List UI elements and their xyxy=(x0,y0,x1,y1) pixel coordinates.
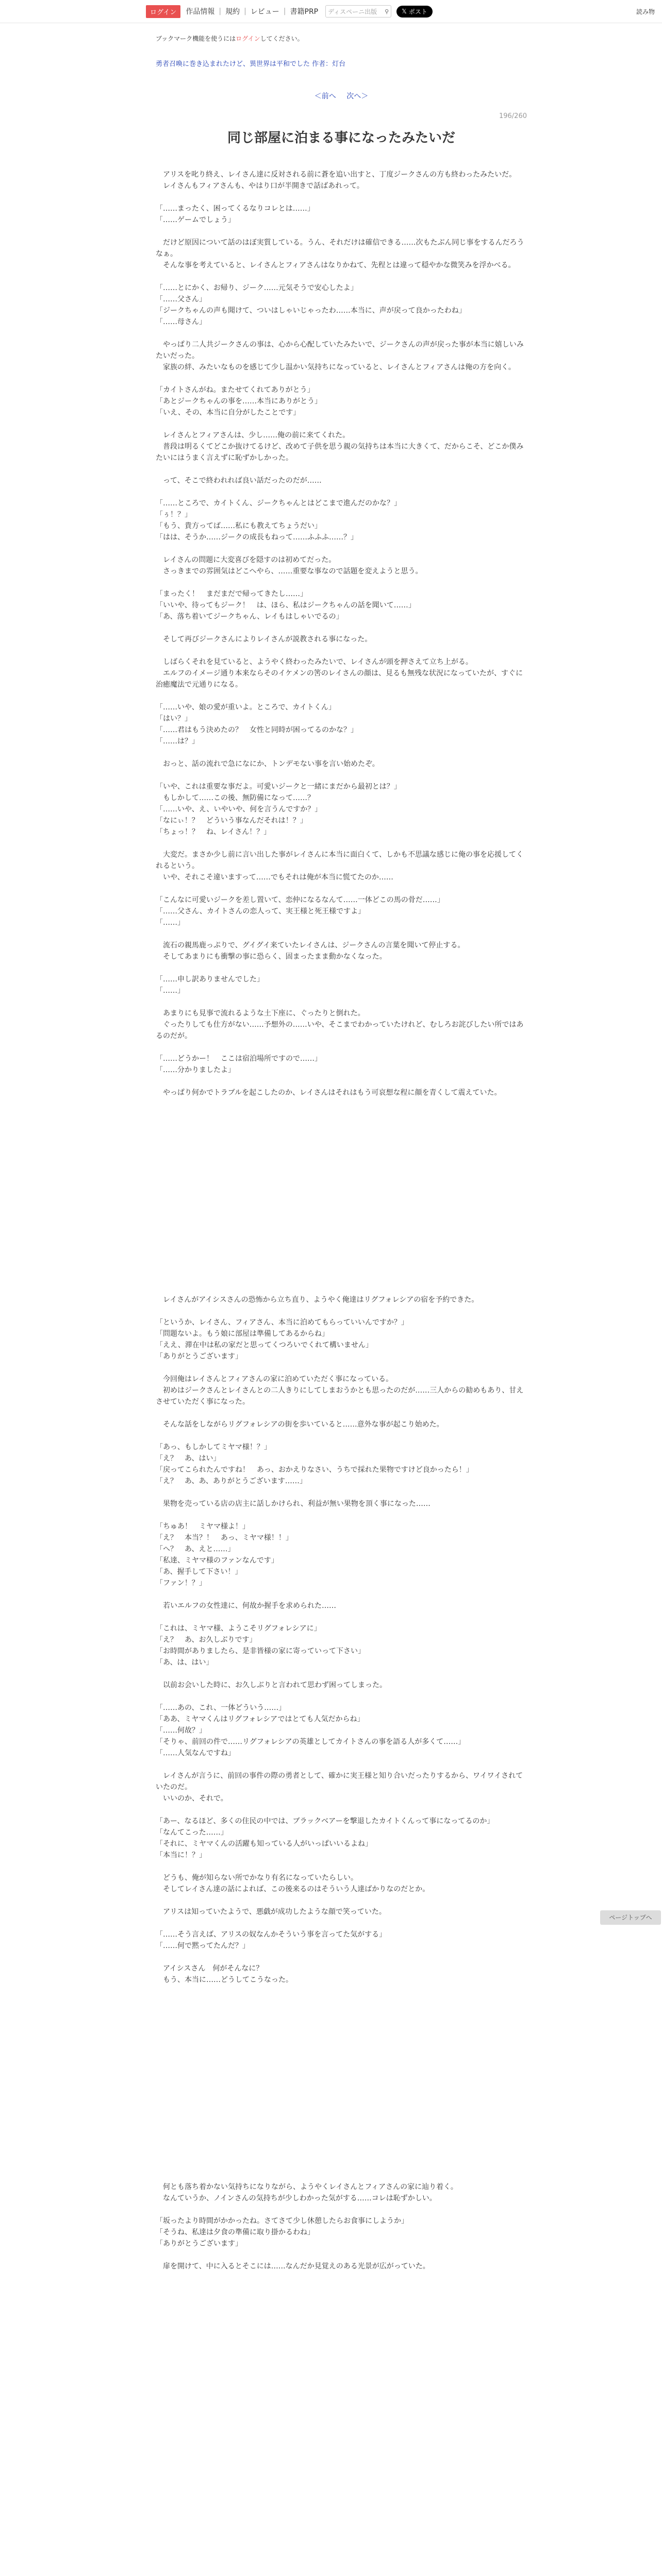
paragraph: 「あ、は、はい」 xyxy=(156,1658,213,1667)
blank-space xyxy=(156,1986,527,2181)
x-icon: 𝕏 xyxy=(402,8,407,15)
paragraph: 「いや、これは重要な事だよ。可愛いジークと一緒にまだから最初とは？」 xyxy=(156,783,401,791)
paragraph: そんな事を考えていると、レイさんとフィアさんはなりかねて、先程とは違って穏やかな微笑みを浮かべる。 xyxy=(156,261,516,269)
paragraph: 「もう、貴方ってば……私にも教えてちょうだい」 xyxy=(156,522,322,530)
nav-separator: | xyxy=(219,7,222,15)
paragraph: おっと、話の流れで急になにか、トンデモない事を言い始めたぞ。 xyxy=(156,760,379,768)
paragraph: なんていうか、ノインさんの気持ちが少しわかった気がする……コレは恥ずかしい。 xyxy=(156,2194,437,2202)
paragraph: 「問題ないよ。もう娘に部屋は準備してあるからね」 xyxy=(156,1330,329,1338)
paragraph: 「ジークちゃんの声も聞けて、ついはしゃいじゃったわ……本当に、声が戻って良かったわね」 xyxy=(156,307,466,315)
paragraph: もしかして……この後、無防備になって……？ xyxy=(156,794,315,802)
paragraph xyxy=(156,271,527,282)
paragraph: 「あ、握手して下さい！」 xyxy=(156,1568,242,1576)
paragraph: レイさんが言うに、前回の事件の際の勇者として、確かに実王様と知り合いだったりするから、ワイワイされていたのだ。 xyxy=(156,1772,523,1791)
paragraph xyxy=(156,1612,527,1623)
paragraph xyxy=(156,1487,527,1498)
episode-body-part-3 xyxy=(156,2181,527,2272)
paragraph: 大変だ。まさか少し前に言い出した事がレイさんに本当に面白くて、しかも不思議な感じに俺の事を応援してくれるという。 xyxy=(156,851,524,870)
paragraph: 「え？ あ、あ、ありがとうございます……」 xyxy=(156,1477,307,1485)
paragraph: 「え？ あ、お久しぶりです」 xyxy=(156,1636,257,1644)
paragraph xyxy=(156,928,527,940)
paragraph: 「いえ、その、本当に自分がしたことです」 xyxy=(156,409,301,417)
paragraph: 「……父さん」 xyxy=(156,295,206,303)
paragraph: やっぱり何かでトラブルを起こしたのか、レイさんはそれはもう可哀想な程に顔を青くして震えていた。 xyxy=(156,1089,502,1097)
paragraph: 扉を開けて、中に入るとそこには……なんだか見覚えのある光景が広がっていた。 xyxy=(156,2262,430,2270)
search-input[interactable] xyxy=(325,5,391,18)
paragraph: やっぱり二人共ジークさんの事は、心から心配していたみたいで、ジークさんの声が戻った事が本当に嬉しいみたいだった。 xyxy=(156,341,524,360)
paragraph: 初めはジークさんとレイさんとの二人きりにしてしまおうかとも思ったのだが……三人からの勧めもあり、甘えさせていただく事になった。 xyxy=(156,1386,524,1406)
paragraph: 「坂ったより時間がかかったね。さてさて少し休憩したらお食事にしようか」 xyxy=(156,2217,408,2225)
paragraph: いいのか、それで。 xyxy=(156,1794,228,1803)
paragraph: 以前お会いした時に、お久しぶりと言われて思わず困ってしまった。 xyxy=(156,1681,387,1689)
paragraph xyxy=(156,2204,527,2215)
paragraph: 「……いや、え、いやいや、何を言うんですか？」 xyxy=(156,805,322,814)
paragraph xyxy=(156,2249,527,2261)
paragraph: 「いいや、待ってもジーク！ は、ほら、私はジークちゃんの話を聞いて……」 xyxy=(156,601,416,609)
paragraph: 何とも落ち着かない気持ちになりながら、ようやくレイさんとフィアさんの家に辿り着く。 xyxy=(156,2183,458,2191)
paragraph xyxy=(156,962,527,974)
notice-login-link[interactable]: ログイン xyxy=(236,35,260,42)
paragraph: しばらくそれを見ていると、ようやく終わったみたいで、レイさんが頭を押さえて立ち上がる。 xyxy=(156,658,473,666)
search-icon[interactable]: ⚲ xyxy=(385,8,389,15)
paragraph: 「……」 xyxy=(156,987,185,995)
paragraph: アリスを叱り終え、レイさん達に反対される前に蒼を追い出すと、丁度ジークさんの方も終わったみたいだ。 xyxy=(156,171,517,179)
main-content xyxy=(156,30,527,2272)
paragraph xyxy=(156,1861,527,1872)
paragraph xyxy=(156,1589,527,1600)
paragraph: 「ぅ！？」 xyxy=(156,511,192,519)
paragraph: 「ありがとうございます」 xyxy=(156,2240,242,2248)
paragraph xyxy=(156,226,527,237)
paragraph: 「あー、なるほど、多くの住民の中では、ブラックベアーを撃退したカイトくんって事になってるのか」 xyxy=(156,1817,494,1825)
nav-separator: | xyxy=(283,7,286,15)
paragraph: 「まったく！ まだまだで帰ってきたし……」 xyxy=(156,590,307,598)
paragraph xyxy=(156,838,527,849)
paragraph: 「……何で黙ってたんだ？」 xyxy=(156,1942,250,1950)
paragraph xyxy=(156,418,527,430)
author-link[interactable]: 灯台 xyxy=(332,60,346,68)
paragraph xyxy=(156,1306,527,1317)
notice-suffix: してください。 xyxy=(260,35,304,42)
notice-prefix: ブックマーク機能を使うには xyxy=(156,35,236,42)
series-title-link[interactable]: 勇者召喚に巻き込まれたけど、異世界は平和でした xyxy=(156,60,310,68)
paragraph xyxy=(156,883,527,894)
paragraph: ぐったりしても仕方がない……予想外の……いや、そこまでわかっていたけれど、むしろお詫びしたい所ではあるのだが。 xyxy=(156,1021,524,1040)
paragraph xyxy=(156,1362,527,1374)
episode-number: 196/260 xyxy=(499,112,527,120)
episode-title: 同じ部屋に泊まる事になったみたいだ xyxy=(227,130,455,146)
paragraph xyxy=(156,1895,527,1906)
paragraph: 「なんてこった……」 xyxy=(156,1828,228,1837)
episode-body-part-2 xyxy=(156,1294,527,1986)
paragraph: アイシスさん 何がそんなに？ xyxy=(156,1964,263,1973)
x-post-button[interactable] xyxy=(396,6,433,18)
paragraph: 「カイトさんがね。またせてくれてありがとう」 xyxy=(156,386,315,394)
paragraph: あまりにも見事で流れるような土下座に、ぐったりと倒れた。 xyxy=(156,1009,365,1018)
paragraph: 「……とにかく、お帰り、ジーク……元気そうで安心したよ」 xyxy=(156,284,358,292)
series-info xyxy=(156,58,527,68)
paragraph xyxy=(156,1668,527,1680)
paragraph: だけど原因について話のはぼ実質している。うん、それだけは確信できる……次もたぶん同じ事をするんだろうなぁ。 xyxy=(156,239,524,258)
paragraph: 「……ゲームでしょう」 xyxy=(156,216,235,224)
paragraph: 「……母さん」 xyxy=(156,318,206,326)
login-button[interactable]: ログイン xyxy=(146,5,180,18)
paragraph: 「……人気なんですね」 xyxy=(156,1749,235,1757)
paragraph xyxy=(156,770,527,781)
paragraph: いや、それこそ違いますって……でもそれは俺が本当に慌てたのか…… xyxy=(156,873,393,882)
paragraph: 「そりゃ、前回の件で……リグフォレシアの英雄としてカイトさんの事を語る人が多くて……」 xyxy=(156,1738,466,1746)
paragraph: レイさんがアイシスさんの恐怖から立ち直り、ようやく俺達はリグフォレシアの宿を予約できた。 xyxy=(156,1296,479,1304)
paragraph: 「ファン！？」 xyxy=(156,1579,206,1587)
paragraph xyxy=(156,1759,527,1770)
prev-link[interactable]: ＜前へ xyxy=(314,92,336,100)
paragraph: 「はは、そうか……ジークの成長もねって……ふふふ……？」 xyxy=(156,533,358,541)
paragraph: 「本当に！？」 xyxy=(156,1851,206,1859)
paragraph: 「……ところで、カイトくん、ジークちゃんとはどこまで進んだのかな？」 xyxy=(156,499,401,507)
paragraph: 「……いや、娘の愛が重いよ。ところで、カイトくん」 xyxy=(156,703,336,711)
paragraph: 「え？ あ、はい」 xyxy=(156,1454,221,1463)
paragraph: 「へ？ あ、えと……」 xyxy=(156,1545,235,1553)
author-label: 作者： xyxy=(312,60,333,68)
paragraph xyxy=(156,543,527,554)
next-link[interactable]: 次へ＞ xyxy=(346,92,369,100)
paragraph: 「私達、ミヤマ様のファンなんです」 xyxy=(156,1556,278,1565)
paragraph: 流石の親馬鹿っぷりで、グイグイ来ていたレイさんは、ジークさんの言葉を聞いて停止する。 xyxy=(156,941,465,950)
nav-separator: | xyxy=(244,7,246,15)
paragraph xyxy=(156,996,527,1008)
paragraph: レイさんとフィアさんは、少し……俺の前に来てくれた。 xyxy=(156,431,350,439)
blank-space xyxy=(156,1098,527,1294)
paragraph: 「……申し訳ありませんでした」 xyxy=(156,975,264,984)
pager-top xyxy=(156,91,527,101)
paragraph: 今回俺はレイさんとフィアさんの家に泊めていただく事になっている。 xyxy=(156,1375,393,1383)
paragraph xyxy=(156,1691,527,1702)
paragraph: 「あっ、もしかしてミヤマ様！？」 xyxy=(156,1443,271,1451)
paragraph: 「それに、ミヤマくんの活躍も知っている人がいっぱいいるよね」 xyxy=(156,1840,372,1848)
paragraph xyxy=(156,645,527,656)
top-navigation-bar xyxy=(0,0,662,23)
topbar-inner xyxy=(146,5,433,18)
paragraph: 家族の絆、みたいなものを感じて少し温かい気持ちになっていると、レイさんとフィアさんは俺の方を向く。 xyxy=(156,363,516,371)
paragraph xyxy=(156,1430,527,1442)
paragraph: どうも、俺が知らない所でかなり有名になっていたらしい。 xyxy=(156,1874,358,1882)
paragraph: そして再びジークさんによりレイさんが説教される事になった。 xyxy=(156,635,372,643)
paragraph: 「……どうかー！ ここは宿泊場所ですので……」 xyxy=(156,1055,322,1063)
paragraph xyxy=(156,1918,527,1929)
paragraph: アリスは知っていたようで、悪戯が成功したような顔で笑っていた。 xyxy=(156,1908,386,1916)
nav-link-works[interactable]: 作品情報 xyxy=(186,8,215,16)
search-placeholder: ディスペーニ出版 xyxy=(328,8,377,15)
paragraph: 「……あの、これ、一体どういう……」 xyxy=(156,1704,286,1712)
paragraph: 「……まったく、困ってくるなりコレとは……」 xyxy=(156,205,315,213)
paragraph xyxy=(156,464,527,475)
paragraph: 「これは、ミヤマ様、ようこそリグフォレシアに」 xyxy=(156,1624,321,1633)
paragraph: レイさんもフィアさんも、やはり口が半開きで話ばあれって。 xyxy=(156,182,364,190)
paragraph: さっきまでの雰囲気はどこへやら、……重要な事なので話題を変えようと思う。 xyxy=(156,567,423,575)
paragraph: って、そこで終われれば良い話だったのだが…… xyxy=(156,477,322,485)
bookmark-notice xyxy=(156,34,527,43)
paragraph: 「そうね、私達は夕食の準備に取り掛かるわね」 xyxy=(156,2228,315,2236)
paragraph xyxy=(156,373,527,384)
paragraph xyxy=(156,1510,527,1521)
paragraph: 「ありがとうございます」 xyxy=(156,1352,242,1361)
paragraph: 「お時間がありましたら、是非皆様の家に寄っていって下さい」 xyxy=(156,1647,365,1655)
paragraph: 「……」 xyxy=(156,919,185,927)
paragraph: 「なにぃ！？ どういう事なんだそれは！？」 xyxy=(156,817,307,825)
nav-link-terms[interactable]: 規約 xyxy=(225,8,240,16)
paragraph: 「……分かりましたよ」 xyxy=(156,1066,235,1074)
paragraph xyxy=(156,1042,527,1053)
paragraph xyxy=(156,1076,527,1087)
paragraph xyxy=(156,486,527,498)
paragraph: そしてレイさん達の話によれば、この後来るのはそういう人達ばかりなのだとか。 xyxy=(156,1885,430,1893)
paragraph xyxy=(156,1804,527,1816)
paragraph: 「……父さん、カイトさんの恋人って、実王様と死王様ですよ」 xyxy=(156,907,366,916)
paragraph: 「ちゅあ！ ミヤマ様よ！」 xyxy=(156,1522,250,1531)
paragraph xyxy=(156,192,527,203)
paragraph: 「こんなに可愛いジークを差し置いて、恋仲になるなんて……一体どこの馬の骨だ……」 xyxy=(156,896,444,904)
paragraph: そんな話をしながらリグフォレシアの街を歩いていると……意外な事が起こり始めた。 xyxy=(156,1420,444,1429)
paragraph: そしてあまりにも衝撃の事に恐らく、固まったまま動かなくなった。 xyxy=(156,953,387,961)
paragraph: 若いエルフの女性達に、何故か握手を求められた…… xyxy=(156,1602,336,1610)
paragraph: 「……は？」 xyxy=(156,737,199,745)
paragraph xyxy=(156,577,527,588)
paragraph: 「……何故？」 xyxy=(156,1726,206,1735)
x-post-label: ポスト xyxy=(408,8,427,15)
paragraph: 「ああ、ミヤマくんはリグフォレシアではとても人気だからね」 xyxy=(156,1715,365,1723)
paragraph: 「……そう言えば、アリスの奴なんかそういう事を言ってた気がする」 xyxy=(156,1930,387,1939)
paragraph xyxy=(156,328,527,339)
paragraph xyxy=(156,1952,527,1963)
paragraph: 「……君はもう決めたの？ 女性と同時が困ってるのかな？」 xyxy=(156,726,358,734)
paragraph: もう、本当に……どうしてこうなった。 xyxy=(156,1976,293,1984)
nav-link-review[interactable]: レビュー xyxy=(250,8,279,16)
paragraph xyxy=(156,622,527,634)
paragraph: 「はい？」 xyxy=(156,715,192,723)
paragraph: 「戻ってこられたんですね！ あっ、おかえりなさい、うちで採れた果物ですけど良かったら！」 xyxy=(156,1466,473,1474)
paragraph: 「ちょっ！？ ね、レイさん！？」 xyxy=(156,828,271,836)
paragraph: 普段は明るくてどこか抜けてるけど、改めて子供を思う親の気持ちは本当に大きくて、だからこそ、どこか僕みたいにはうまく言えずに恥ずかしかった。 xyxy=(156,443,524,462)
paragraph: レイさんの問題に大変喜びを隠すのは初めてだった。 xyxy=(156,556,336,564)
page-top-button[interactable]: ページトップへ xyxy=(600,1910,661,1925)
paragraph xyxy=(156,1408,527,1419)
paragraph: エルフのイメージ通り本来ならそのイケメンの筈のレイさんの顔は、見るも無残な状況になっていたが、すぐに治癒魔法で元通りになる。 xyxy=(156,669,523,689)
corner-link[interactable]: 読み物 xyxy=(636,8,655,15)
nav-link-books[interactable]: 書籍PRP xyxy=(290,8,319,16)
episode-body-part-1 xyxy=(156,169,527,1098)
paragraph: 果物を売っている店の店主に話しかけられ、利益が無い果物を頂く事になった…… xyxy=(156,1500,431,1508)
paragraph xyxy=(156,690,527,702)
paragraph: 「あとジークちゃんの事を……本当にありがとう」 xyxy=(156,397,322,405)
paragraph: 「ええ、滞在中は私の家だと思ってくつろいでくれて構いません」 xyxy=(156,1341,373,1349)
paragraph: 「え？ 本当？！ あっ、ミヤマ様！！」 xyxy=(156,1534,293,1542)
paragraph: 「あ、落ち着いてジークちゃん、レイもはしゃいでるの」 xyxy=(156,613,343,621)
paragraph: 「というか、レイさん、フィアさん、本当に泊めてもらっていいんですか？」 xyxy=(156,1318,408,1327)
paragraph xyxy=(156,747,527,758)
